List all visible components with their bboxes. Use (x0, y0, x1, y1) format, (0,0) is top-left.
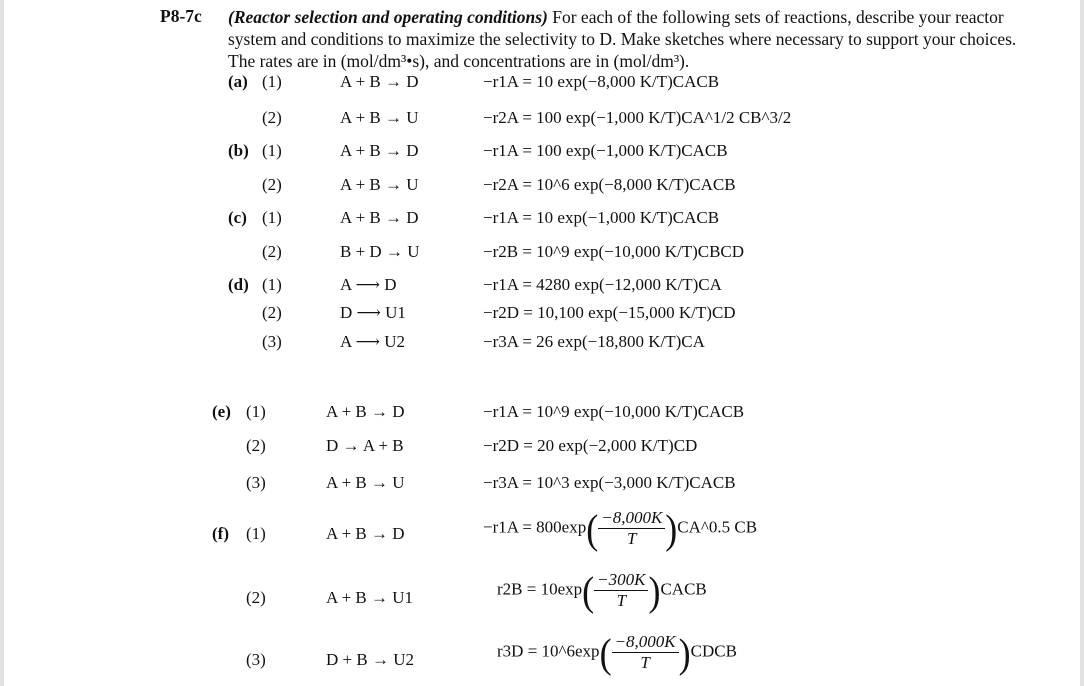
rate-law: −r1A = 10 exp(−8,000 K/T)CACB (483, 72, 720, 91)
fraction-denominator: T (640, 653, 650, 672)
reaction-equation: A ⟶ D (340, 275, 397, 294)
problem-text: For each of the following sets of reactions, describe your reactor system and conditions to maximize the selectivity to D. Make sketches where necessary to support your choices. The rates are in (mol/dm³•s), and concentrations are in (mol/dm³). (228, 7, 1017, 71)
fraction-numerator: −8,000K (612, 632, 679, 653)
reaction-equation: A + B → D (326, 402, 405, 421)
rate-law: −r2B = 10^9 exp(−10,000 K/T)CBCD (483, 242, 745, 261)
fraction-numerator: −8,000K (598, 508, 665, 529)
part-label: (f) (212, 524, 229, 543)
rate-law: −r2A = 10^6 exp(−8,000 K/T)CACB (483, 175, 736, 194)
item-number: (2) (262, 303, 282, 322)
part-label: (a) (228, 72, 248, 91)
rate-law: −r3A = 10^3 exp(−3,000 K/T)CACB (483, 473, 736, 492)
item-number: (3) (246, 650, 266, 669)
item-number: (1) (246, 402, 266, 421)
rate-law: −r2D = 20 exp(−2,000 K/T)CD (483, 436, 698, 455)
item-number: (1) (246, 524, 266, 543)
part-label: (b) (228, 141, 249, 160)
rate-law: −r1A = 4280 exp(−12,000 K/T)CA (483, 275, 722, 294)
problem-intro (228, 6, 1028, 72)
item-number: (2) (262, 175, 282, 194)
rate-law: −r2D = 10,100 exp(−15,000 K/T)CD (483, 303, 736, 322)
reaction-equation: A + B → D (326, 524, 405, 543)
rate-law: −r1A = 100 exp(−1,000 K/T)CACB (483, 141, 728, 160)
rate-law-fraction: −r1A = 800exp( $\frac{-8,000K}{T}$ )CA^0.5 CB (483, 505, 758, 552)
part-label: (c) (228, 208, 247, 227)
rate-tail: CA^0.5 CB (677, 517, 758, 537)
item-number: (1) (262, 72, 282, 91)
item-number: (1) (262, 275, 282, 294)
reaction-equation: A + B → D (340, 72, 419, 91)
rate-lhs: r2B = 10exp (497, 579, 583, 599)
rate-lhs: −r1A = 800exp (483, 517, 587, 537)
fraction-denominator: T (627, 529, 637, 548)
part-label: (e) (212, 402, 231, 421)
reaction-equation: A + B → D (340, 208, 419, 227)
item-number: (2) (262, 242, 282, 261)
rate-tail: CACB (660, 579, 707, 599)
item-number: (2) (262, 108, 282, 127)
right-edge-strip (1080, 0, 1084, 686)
reaction-equation: A + B → U (326, 473, 405, 492)
item-number: (1) (262, 208, 282, 227)
reaction-equation: D + B → U2 (326, 650, 414, 669)
item-number: (3) (262, 332, 282, 351)
part-label: (d) (228, 275, 249, 294)
item-number: (1) (262, 141, 282, 160)
item-number: (2) (246, 588, 266, 607)
reaction-equation: A ⟶ U2 (340, 332, 405, 351)
rate-law: −r2A = 100 exp(−1,000 K/T)CA^1/2 CB^3/2 (483, 108, 792, 127)
problem-title: (Reactor selection and operating conditions) (228, 7, 548, 27)
problem-number: P8-7c (160, 6, 202, 26)
fraction-numerator: −300K (594, 570, 648, 591)
reaction-equation: D ⟶ U1 (340, 303, 406, 322)
reaction-equation: A + B → U1 (326, 588, 414, 607)
reaction-equation: A + B → D (340, 141, 419, 160)
left-edge-strip (0, 0, 4, 686)
rate-law: −r1A = 10 exp(−1,000 K/T)CACB (483, 208, 720, 227)
rate-law-fraction: r3D = 10^6exp( $\frac{-8,000K}{T}$ )CDCB (497, 629, 737, 676)
reaction-equation: A + B → U (340, 108, 419, 127)
rate-law: −r1A = 10^9 exp(−10,000 K/T)CACB (483, 402, 745, 421)
reaction-equation: A + B → U (340, 175, 419, 194)
rate-law-fraction: r2B = 10exp( $\frac{-300K}{T}$ )CACB (497, 567, 707, 614)
item-number: (3) (246, 473, 266, 492)
fraction-denominator: T (616, 591, 627, 610)
rate-law: −r3A = 26 exp(−18,800 K/T)CA (483, 332, 705, 351)
reaction-equation: B + D → U (340, 242, 420, 261)
reaction-equation: D → A + B (326, 436, 404, 455)
rate-tail: CDCB (690, 641, 737, 661)
item-number: (2) (246, 436, 266, 455)
rate-lhs: r3D = 10^6exp (497, 641, 600, 661)
